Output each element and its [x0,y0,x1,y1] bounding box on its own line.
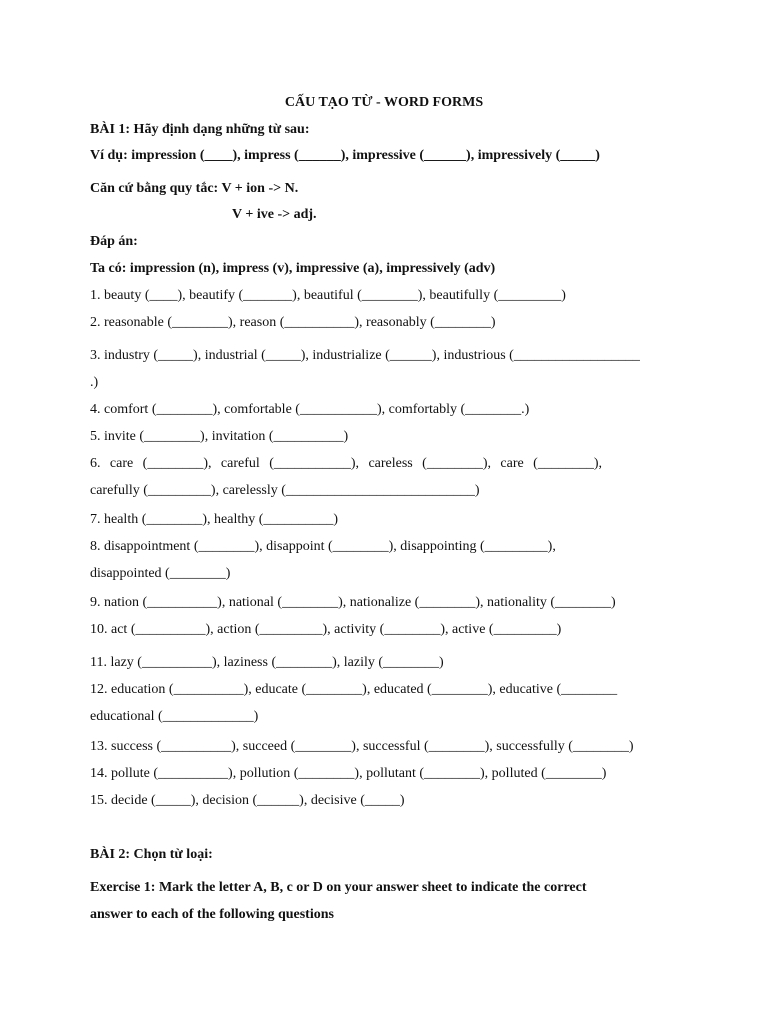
exercise-instruction-line-1: Exercise 1: Mark the letter A, B, c or D on your answer sheet to indicate the correct [90,880,587,895]
exercise-item: 7. health (________), healthy (__________) [90,512,339,527]
exercise-item: 8. disappointment (________), disappoint (________), disappointing (_________), [90,539,556,554]
bai2-heading: BÀI 2: Chọn từ loại: [90,847,213,862]
bai1-heading: BÀI 1: Hãy định dạng những từ sau: [90,122,310,137]
exercise-item: 2. reasonable (________), reason (__________), reasonably (________) [90,315,496,330]
exercise-item: 3. industry (_____), industrial (_____), industrialize (______), industrious (__________________ [90,348,640,363]
exercise-item: 9. nation (__________), national (________), nationalize (________), nationality (________) [90,595,616,610]
exercise-item: 4. comfort (________), comfortable (___________), comfortably (________.) [90,402,530,417]
exercise-item: 6. care (________), careful (___________), careless (________), care (________), [90,456,602,471]
exercise-item-continued: disappointed (________) [90,566,231,581]
exercise-item: 13. success (__________), succeed (________), successful (________), successfully (________) [90,739,634,754]
exercise-item: 1. beauty (____), beautify (_______), beautiful (________), beautifully (_________) [90,288,566,303]
exercise-item-continued: educational (_____________) [90,709,259,724]
rule-line-2: V + ive -> adj. [232,207,317,222]
rule-line-1: Căn cứ bằng quy tắc: V + ion -> N. [90,181,299,196]
example-line: Ví dụ: impression (____), impress (______), impressive (______), impressively (_____) [90,148,600,163]
exercise-item: 12. education (__________), educate (________), educated (________), educative (________ [90,682,618,697]
page-title: CẤU TẠO TỪ - WORD FORMS [284,95,484,110]
exercise-item: 15. decide (_____), decision (______), decisive (_____) [90,793,405,808]
exercise-item-continued: .) [90,375,99,390]
answer-label: Đáp án: [90,234,138,249]
exercise-instruction-line-2: answer to each of the following questions [90,907,334,922]
answer-line: Ta có: impression (n), impress (v), impressive (a), impressively (adv) [90,261,496,276]
exercise-item-continued: carefully (_________), carelessly (___________________________) [90,483,480,498]
exercise-item: 14. pollute (__________), pollution (________), pollutant (________), polluted (________) [90,766,607,781]
exercise-item: 11. lazy (__________), laziness (________), lazily (________) [90,655,444,670]
exercise-item: 5. invite (________), invitation (__________) [90,429,349,444]
exercise-item: 10. act (__________), action (_________), activity (________), active (_________) [90,622,562,637]
